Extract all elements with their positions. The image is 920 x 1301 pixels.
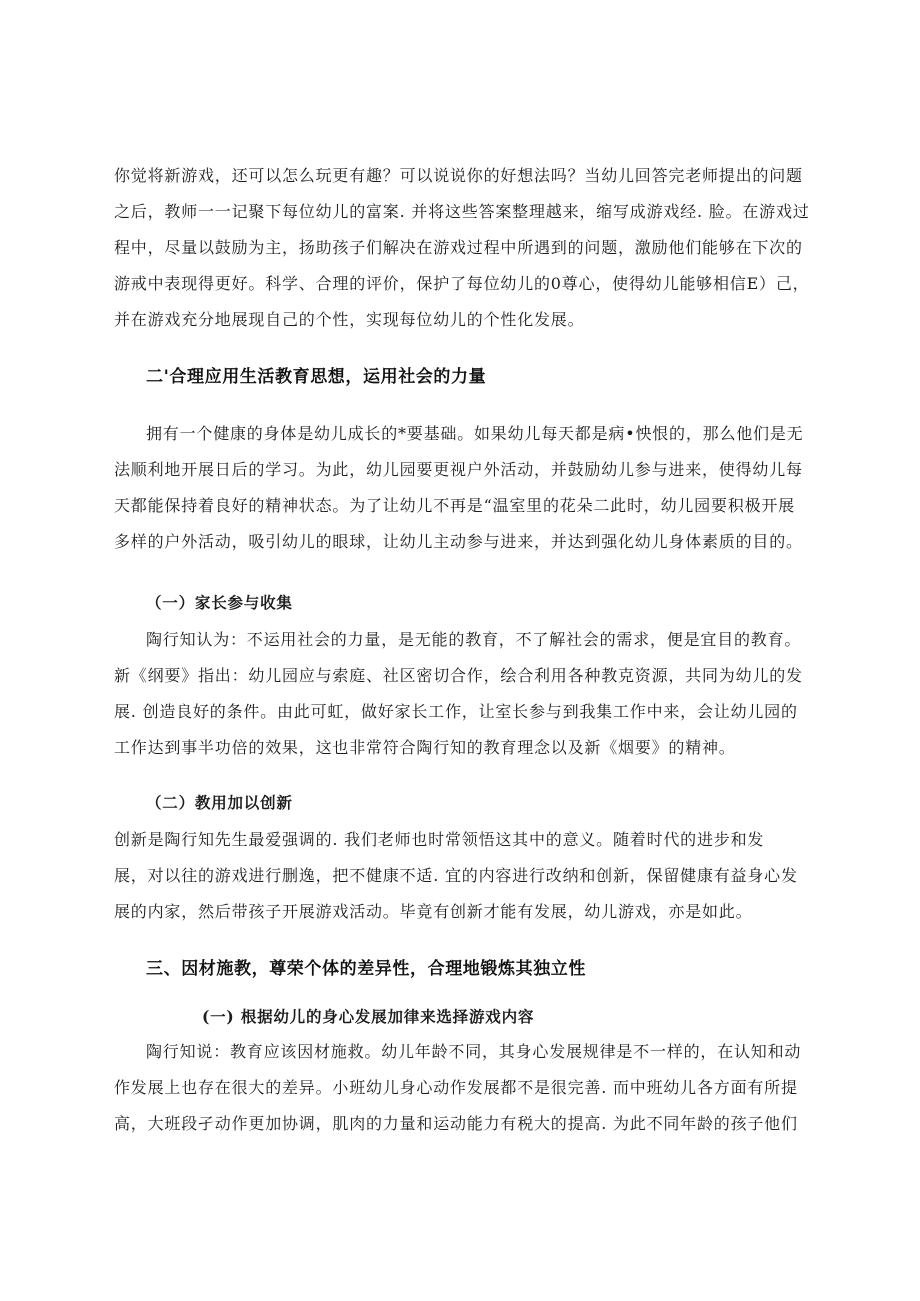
paragraph-evaluation xyxy=(114,158,814,338)
text-line: 陶行知认为：不运用社会的力量，是无能的教育，不了解社会的需求，便是宜目的教育。 xyxy=(146,630,802,649)
text-line: 展，对以往的游戏进行删逸，把不健康不适. 宜的内容进行改纳和创新，保留健康有益身心发 xyxy=(114,866,798,885)
text-line: 作发展上也存在很大的差异。小班幼儿身心动作发展都不是很完善. 而中班幼儿各方面有所提 xyxy=(114,1078,798,1097)
section-heading-2: 二'合理应用生活教育思想，运用社会的力量 xyxy=(146,367,487,387)
paragraph-individual-differences xyxy=(114,1034,814,1142)
text-line: 工作达到事半功倍的效果，这也非常符合陶行知的教育理念以及新《烟要》的精神。 xyxy=(114,738,736,757)
text-line: 你觉将新游戏，还可以怎么玩更有趣？可以说说你的好想法吗？当幼儿回答完老师提出的问题 xyxy=(114,166,803,185)
text-line: 展. 创造良好的条件。由此可虹，做好家长工作，让室长参与到我集工作中来，会让幼儿园的 xyxy=(114,702,798,721)
text-line: 天都能保持着良好的精神状态。为了让幼儿不再是“温室里的花朵二此时，幼儿园要积极开展 xyxy=(114,496,795,515)
text-line: 拥有一个健康的身体是幼儿成长的*要基础。如果幼儿每天都是病•怏恨的，那么他们是无 xyxy=(146,424,804,443)
text-line: 并在游戏充分地展现自己的个性，实现每位幼儿的个性化发展。 xyxy=(114,310,585,329)
document-body xyxy=(114,158,814,1142)
text-line: 法顺利地开展日后的学习。为此，幼儿园要更视户外活动，并鼓励幼儿参与进来，使得幼儿每 xyxy=(114,460,803,479)
text-line: 展的内家，然后带孩子开展游戏活动。毕竟有创新才能有发展，幼儿游戏，亦是如此。 xyxy=(114,902,753,921)
paragraph-parents xyxy=(114,622,814,766)
text-line: 程中，尽量以鼓励为主，扬助孩子们解决在游戏过程中所遇到的问题，激励他们能够在下次的 xyxy=(114,238,803,257)
text-line: 创新是陶行知先生最爱强调的. 我们老师也时常领悟这其中的意义。随着时代的进步和发 xyxy=(114,830,765,849)
text-line: 之后，教师一一记聚下每位幼儿的富案. 并将这些答案整理越来，缩写成游戏经. 脸。在游戏过 xyxy=(114,202,810,221)
subsection-heading-3-1: (一) 根据幼儿的身心发展加律来选择游戏内容 xyxy=(202,1007,535,1026)
text-line: 游戒中表现得更好。科学、合理的评价，保护了每位幼儿的0尊心，使得幼儿能够相信E）己， xyxy=(114,274,810,293)
text-line: 多样的户外活动，吸引幼儿的眼球，让幼儿主动参与进来，并达到强化幼儿身体素质的目的。 xyxy=(114,532,803,551)
paragraph-health xyxy=(114,416,814,560)
text-line: 陶行知说：教育应该因材施救。幼儿年龄不同，其身心发展规律是不一样的，在认知和动 xyxy=(146,1042,802,1061)
paragraph-innovation xyxy=(114,822,814,930)
text-line: 新《纲要》指出：幼儿园应与索庭、社区密切合作，绘合利用各种教克资源，共同为幼儿的发 xyxy=(114,666,803,685)
subsection-heading-2-1: （一）家长参与收集 xyxy=(146,593,293,612)
text-line: 高，大班段孑动作更加协调，肌肉的力量和运动能力有税大的提高. 为此不同年龄的孩子他们 xyxy=(114,1114,798,1133)
subsection-heading-2-2: （二）教用加以创新 xyxy=(146,793,293,812)
section-heading-3: 三、因材施教，尊荣个体的差异性，合理地锻炼其独立性 xyxy=(146,959,586,979)
